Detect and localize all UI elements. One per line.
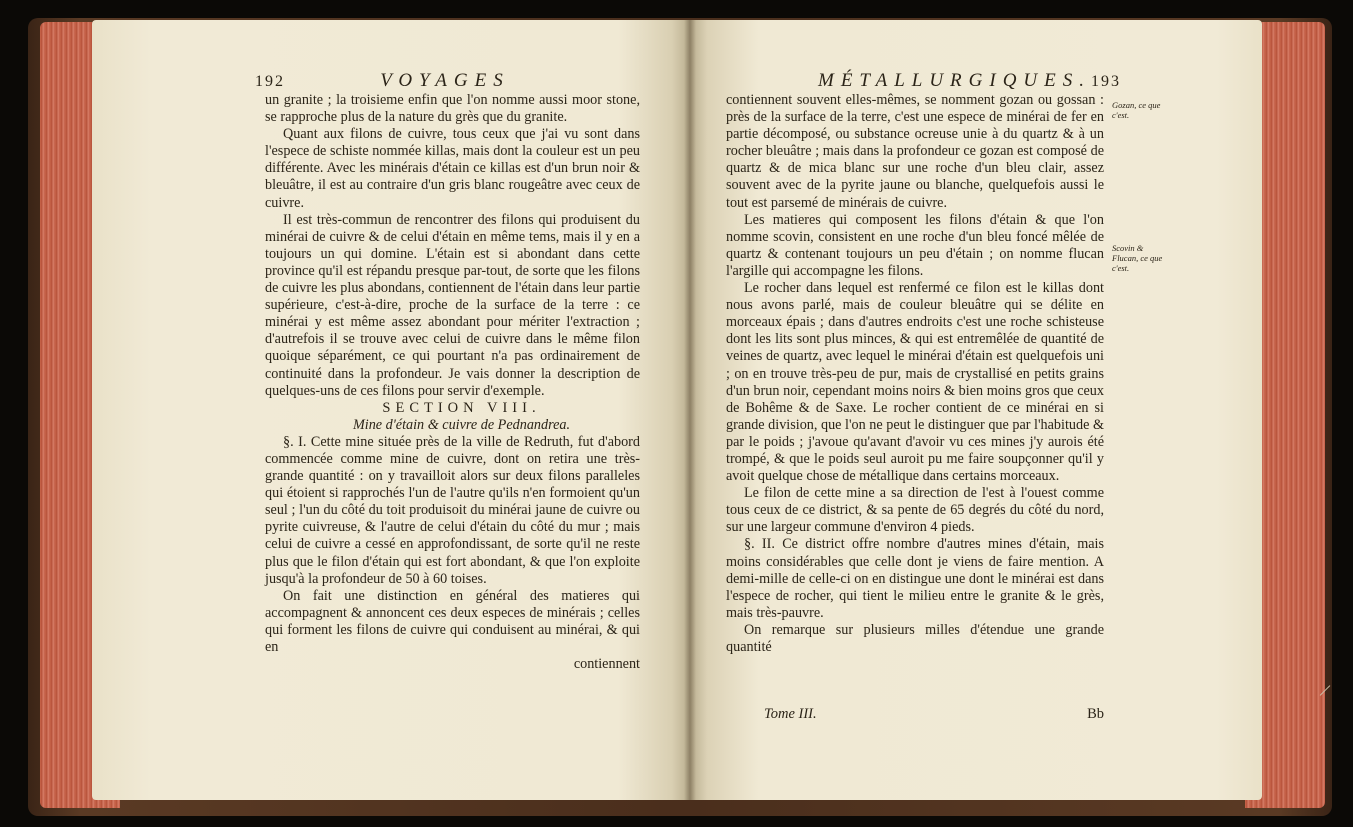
volume-label: Tome III. bbox=[764, 706, 817, 722]
right-page-number: 193 bbox=[1091, 73, 1122, 90]
section-heading: SECTION VIII. bbox=[382, 399, 541, 416]
paragraph: On fait une distinction en général des matieres qui accompagnent & annoncent ces deux especes de minérais ; celles qui forment les filons de cuivre qui conduisent au minérai, & qui en bbox=[265, 587, 640, 655]
left-running-title: VOYAGES bbox=[380, 70, 510, 91]
paragraph: §. II. Ce district offre nombre d'autres mines d'étain, mais moins considérables que celle dont je viens de faire mention. A demi-mille de celle-ci on en distingue une dont le minérai est dans l'espece de rocher, qui tient le milieu entre le granite & le grès, mais très-pauvre. bbox=[726, 536, 1104, 621]
paragraph: Le rocher dans lequel est renfermé ce filon est le killas dont nous avons parlé, mais de couleur bleuâtre qui se délite en morceaux épais ; dans d'autres endroits c'est une roche schisteuse dont les lits sont plus minces, & qui est entremêlée de quantité de veines de quartz, avec lequel le minérai d'étain est quelquefois uni ; on en trouve très-peu de pur, mais de crystallisé en petits grains d'un brun noir, cependant moins noirs & bien moins gros que ceux de Bohême & de Saxe. Le rocher contient de ce minérai en si grande division, que l'on ne peut le distinguer que par l'habitude & par le poids ; j'avoue qu'avant d'avoir vu ces mines j'y aurois été trompé, & que le poids seul auroit pu me faire soupçonner qu'il y avoit quelque chose de métallique dans certains morceaux. bbox=[726, 280, 1104, 485]
left-page-number: 192 bbox=[255, 73, 285, 90]
right-page bbox=[690, 20, 1262, 800]
right-running-title: MÉTALLURGIQUES. bbox=[818, 70, 1092, 91]
catchword: contiennent bbox=[573, 656, 640, 673]
section-subtitle: Mine d'étain & cuivre de Pednandrea. bbox=[352, 416, 571, 433]
left-page-text bbox=[265, 92, 640, 673]
paragraph: §. I. Cette mine située près de la ville de Redruth, fut d'abord commencée comme mine de cuivre, dont on retira une très-grande quantité : on y travailloit alors sur deux filons paralleles qui étoient si rapprochés l'un de l'autre qu'ils n'en formoient qu'un seul ; l'un du côté du toit produisoit du minérai jaune de cuivre ou pyrite cuivreuse, & l'autre de celui d'étain du côté du mur ; mais celui de cuivre a cessé en approfondissant, de sorte qu'il ne reste plus que le filon d'étain qui est fort abondant, & que l'on exploite jusqu'à la profondeur de 50 à 60 toises. bbox=[265, 433, 640, 587]
paragraph: On remarque sur plusieurs milles d'étendue une grande quantité bbox=[726, 621, 1104, 655]
paragraph: Il est très-commun de rencontrer des filons qui produisent du minérai de cuivre & de celui d'étain en même tems, mais il y en a toujours un qui domine. L'étain est si abondant dans cette province qu'il est répandu presque par-tout, de sorte que les filons de cuivre les plus abondans, contiennent de l'étain dans leur partie supérieure, c'est-à-dire, proche de la surface de la terre : ce minérai y est même assez abondant pour mériter l'extraction ; d'autrefois il se trouve avec celui de cuivre dans le même filon quoique séparément, ce qui pourtant n'a pas ordinairement de continuité dans la profondeur. Je vais donner la description de quelques-uns de ces filons pour servir d'exemple. bbox=[265, 211, 640, 399]
book-gutter bbox=[684, 20, 696, 800]
right-page-text bbox=[726, 92, 1104, 656]
right-page-footer bbox=[764, 706, 1104, 723]
left-running-head bbox=[255, 70, 605, 92]
paragraph: Quant aux filons de cuivre, tous ceux que j'ai vu sont dans l'espece de schiste nommée killas, mais dont la couleur est un peu différente. Avec les minérais d'étain ce killas est d'un brun noir & bleuâtre, il est au contraire d'un gris blanc rougeâtre avec ceux de cuivre. bbox=[265, 126, 640, 211]
right-running-head bbox=[818, 70, 1122, 92]
left-page bbox=[92, 20, 690, 800]
paragraph: contiennent souvent elles-mêmes, se nomment gozan ou gossan : près de la surface de la terre, c'est une espece de minérai de fer en partie décomposé, ou substance ocreuse unie à du quartz & à un rocher bleuâtre ; mais dans la profondeur ce gozan est composé de quartz & de mica blanc sur une roche d'un bleu clair, assez souvent avec de la pyrite jaune ou blanche, quelquefois aussi le tout est parsemé de minérais de cuivre. bbox=[726, 92, 1104, 211]
paragraph: un granite ; la troisieme enfin que l'on nomme aussi moor stone, se rapproche plus de la nature du grès que du granite. bbox=[265, 92, 640, 126]
paragraph: Le filon de cette mine a sa direction de l'est à l'ouest comme tous ceux de ce district, & sa pente de 65 degrés du côté du nord, sur une largeur commune d'environ 4 pieds. bbox=[726, 485, 1104, 536]
signature-mark: Bb bbox=[1087, 706, 1104, 722]
paragraph: Les matieres qui composent les filons d'étain & que l'on nomme scovin, consistent en une roche d'un bleu foncé mêlée de quartz & contenant toujours un peu d'étain ; on nomme flucan l'argille qui accompagne les filons. bbox=[726, 211, 1104, 279]
margin-note-scovin: Scovin & Flucan, ce que c'est. bbox=[1112, 243, 1163, 273]
margin-note-gozan: Gozan, ce que c'est. bbox=[1112, 100, 1161, 120]
